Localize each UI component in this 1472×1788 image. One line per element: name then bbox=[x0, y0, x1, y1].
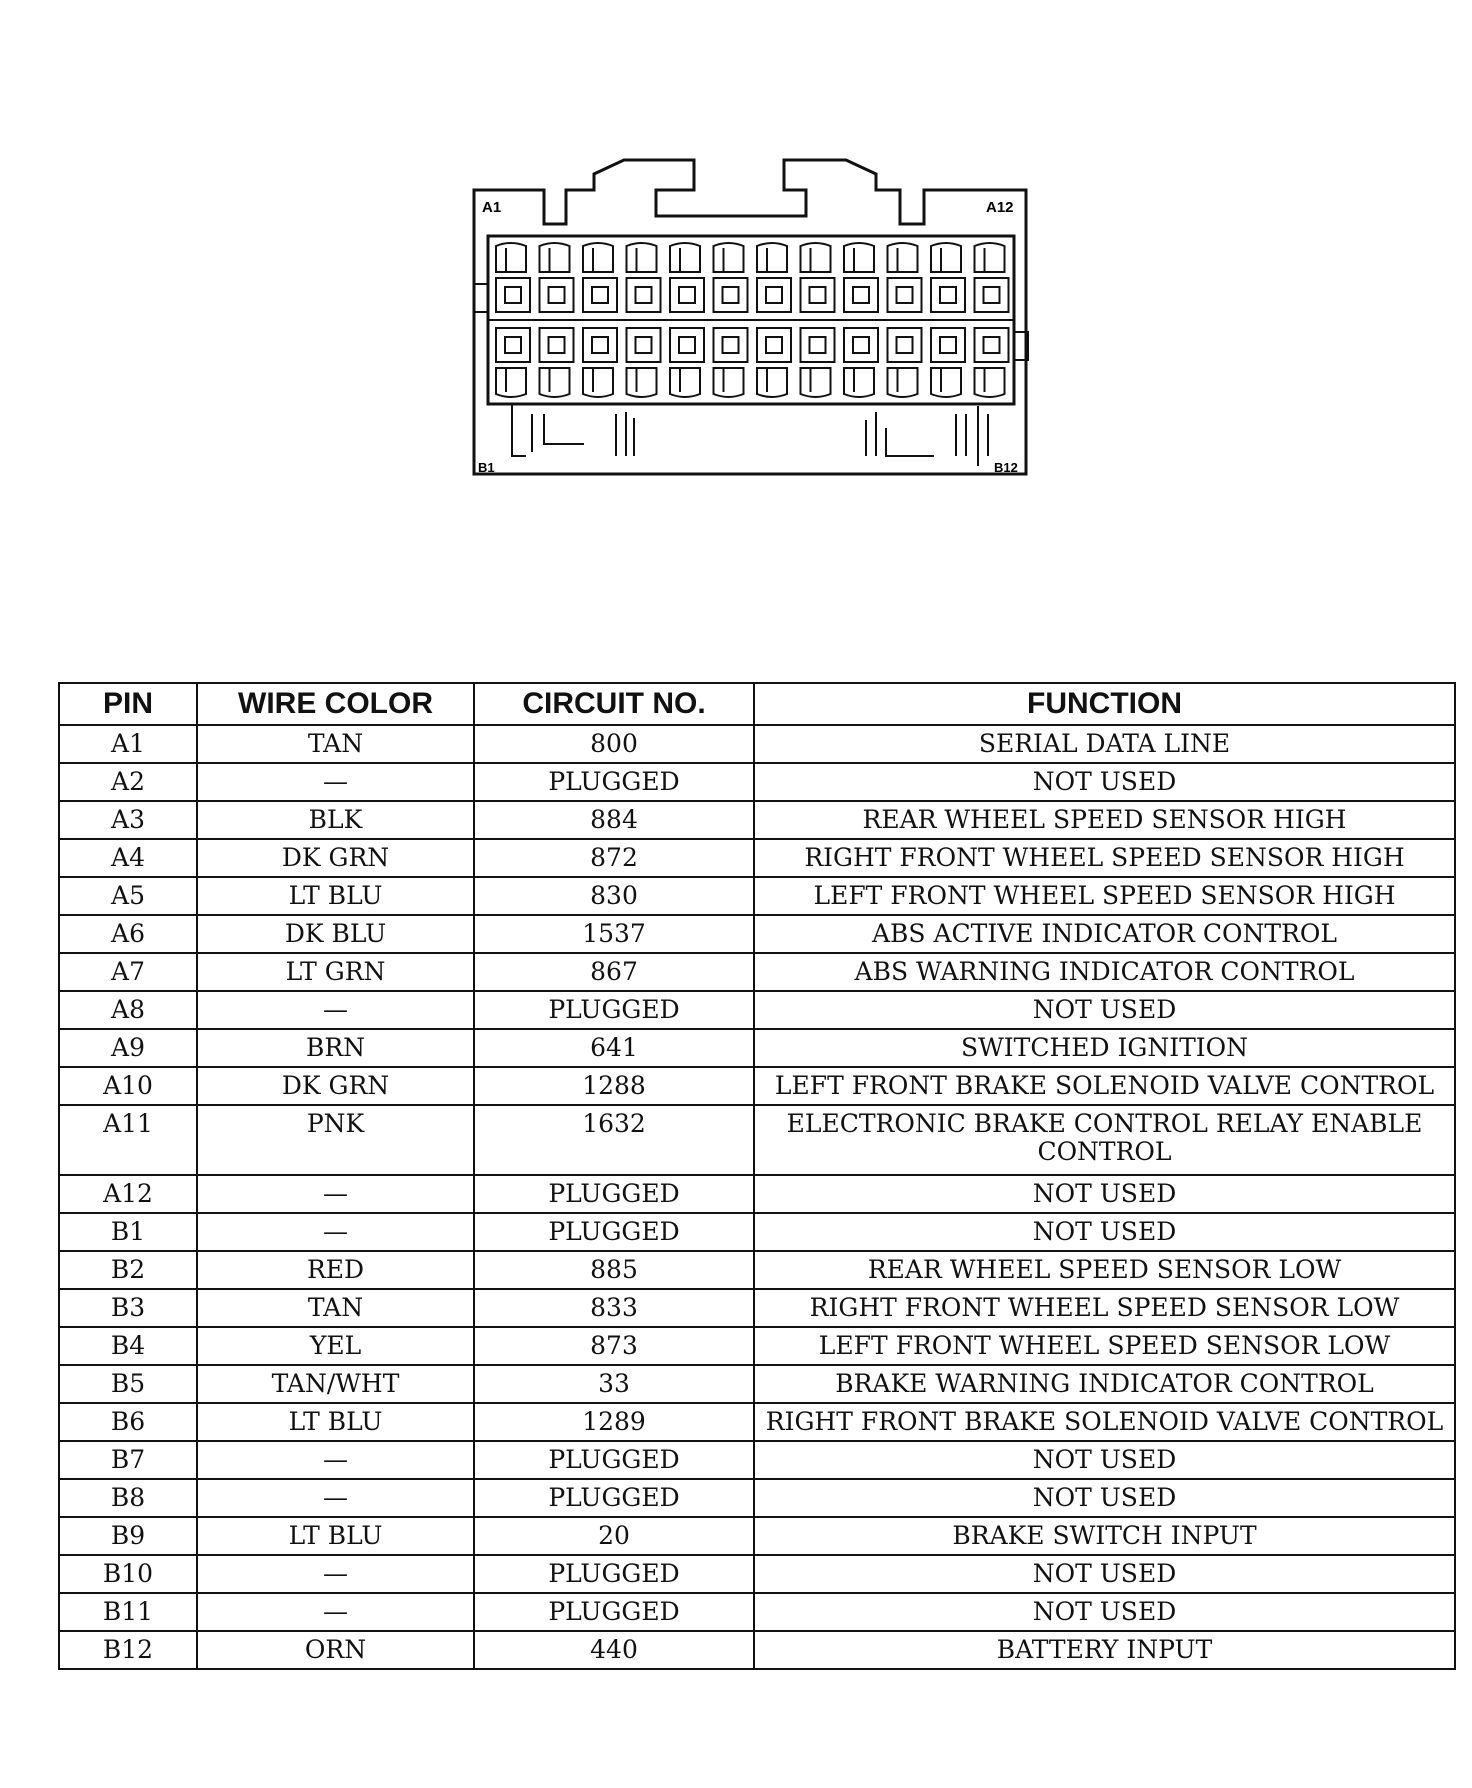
cell-wire-color: — bbox=[197, 1175, 474, 1213]
pin-cavity-b-lower bbox=[540, 368, 570, 397]
cell-wire-color: LT BLU bbox=[197, 1403, 474, 1441]
pin-cavity-b-lower bbox=[627, 368, 657, 397]
pin-terminal-b bbox=[583, 328, 617, 362]
pin-terminal-a-inner bbox=[897, 287, 913, 303]
cell-wire-color: — bbox=[197, 1441, 474, 1479]
cell-function: NOT USED bbox=[754, 1593, 1455, 1631]
table-row bbox=[59, 953, 1455, 991]
pin-terminal-b-inner bbox=[505, 337, 521, 353]
table-row bbox=[59, 991, 1455, 1029]
cell-pin: A2 bbox=[59, 763, 197, 801]
cell-function: RIGHT FRONT BRAKE SOLENOID VALVE CONTROL bbox=[754, 1403, 1455, 1441]
table-row bbox=[59, 877, 1455, 915]
pin-terminal-b-inner bbox=[853, 337, 869, 353]
pin-terminal-a-inner bbox=[984, 287, 1000, 303]
pin-terminal-a bbox=[975, 278, 1009, 312]
pin-terminal-b bbox=[540, 328, 574, 362]
cell-wire-color: — bbox=[197, 763, 474, 801]
pin-cavity-a-upper bbox=[844, 243, 874, 272]
pin-terminal-b-inner bbox=[810, 337, 826, 353]
cell-function: SWITCHED IGNITION bbox=[754, 1029, 1455, 1067]
pin-terminal-b bbox=[757, 328, 791, 362]
table-row bbox=[59, 1105, 1455, 1175]
cell-pin: A12 bbox=[59, 1175, 197, 1213]
label-a1: A1 bbox=[482, 199, 502, 216]
pin-terminal-b-inner bbox=[984, 337, 1000, 353]
cell-wire-color: ORN bbox=[197, 1631, 474, 1669]
cell-pin: A3 bbox=[59, 801, 197, 839]
lock-leg-left bbox=[512, 404, 634, 456]
cell-circuit-no: 885 bbox=[474, 1251, 754, 1289]
cell-function: RIGHT FRONT WHEEL SPEED SENSOR LOW bbox=[754, 1289, 1455, 1327]
table-row bbox=[59, 1479, 1455, 1517]
cell-function: NOT USED bbox=[754, 763, 1455, 801]
pin-terminal-a bbox=[714, 278, 748, 312]
cell-circuit-no: PLUGGED bbox=[474, 1479, 754, 1517]
cell-circuit-no: PLUGGED bbox=[474, 1213, 754, 1251]
cell-circuit-no: 1288 bbox=[474, 1067, 754, 1105]
pin-cavity-a-upper bbox=[670, 243, 700, 272]
pin-cavity-a-upper bbox=[714, 243, 744, 272]
pin-cavity-b-lower bbox=[931, 368, 961, 397]
cell-function: NOT USED bbox=[754, 1213, 1455, 1251]
pin-cavity-a-upper bbox=[757, 243, 787, 272]
cell-wire-color: — bbox=[197, 991, 474, 1029]
cell-circuit-no: 1537 bbox=[474, 915, 754, 953]
cell-pin: A6 bbox=[59, 915, 197, 953]
pin-terminal-a bbox=[844, 278, 878, 312]
cell-circuit-no: 1289 bbox=[474, 1403, 754, 1441]
cell-pin: B7 bbox=[59, 1441, 197, 1479]
cell-pin: A8 bbox=[59, 991, 197, 1029]
pin-cavity-a-upper bbox=[975, 243, 1005, 272]
cell-wire-color: TAN bbox=[197, 1289, 474, 1327]
pin-terminal-a bbox=[931, 278, 965, 312]
cell-pin: B10 bbox=[59, 1555, 197, 1593]
cell-circuit-no: 641 bbox=[474, 1029, 754, 1067]
header-circuit-no: CIRCUIT NO. bbox=[474, 683, 754, 725]
cell-circuit-no: 1632 bbox=[474, 1105, 754, 1175]
cell-wire-color: TAN/WHT bbox=[197, 1365, 474, 1403]
table-row bbox=[59, 1067, 1455, 1105]
pin-terminal-b-inner bbox=[592, 337, 608, 353]
connector-shell bbox=[474, 160, 1026, 474]
table-row bbox=[59, 801, 1455, 839]
cell-function: LEFT FRONT WHEEL SPEED SENSOR LOW bbox=[754, 1327, 1455, 1365]
pin-terminal-a-inner bbox=[766, 287, 782, 303]
pin-terminal-b bbox=[627, 328, 661, 362]
cell-wire-color: LT GRN bbox=[197, 953, 474, 991]
cell-circuit-no: PLUGGED bbox=[474, 763, 754, 801]
cell-wire-color: LT BLU bbox=[197, 1517, 474, 1555]
table-row bbox=[59, 1555, 1455, 1593]
pin-cavity-b-lower bbox=[757, 368, 787, 397]
connector-diagram bbox=[466, 156, 1036, 486]
cell-wire-color: TAN bbox=[197, 725, 474, 763]
header-pin: PIN bbox=[59, 683, 197, 725]
table-row bbox=[59, 839, 1455, 877]
cell-wire-color: DK GRN bbox=[197, 1067, 474, 1105]
cell-pin: A5 bbox=[59, 877, 197, 915]
pin-terminal-a bbox=[627, 278, 661, 312]
cell-pin: B1 bbox=[59, 1213, 197, 1251]
pin-terminal-b-inner bbox=[549, 337, 565, 353]
pin-terminal-a-inner bbox=[853, 287, 869, 303]
pin-terminal-a-inner bbox=[679, 287, 695, 303]
cell-function: LEFT FRONT WHEEL SPEED SENSOR HIGH bbox=[754, 877, 1455, 915]
table-row bbox=[59, 1289, 1455, 1327]
cell-pin: B12 bbox=[59, 1631, 197, 1669]
pin-cavity-b-lower bbox=[801, 368, 831, 397]
cell-function: BRAKE WARNING INDICATOR CONTROL bbox=[754, 1365, 1455, 1403]
cell-function: NOT USED bbox=[754, 1479, 1455, 1517]
pin-cavity-b-lower bbox=[670, 368, 700, 397]
cell-function: ABS WARNING INDICATOR CONTROL bbox=[754, 953, 1455, 991]
cell-pin: A4 bbox=[59, 839, 197, 877]
cell-function: BRAKE SWITCH INPUT bbox=[754, 1517, 1455, 1555]
label-a12: A12 bbox=[986, 199, 1014, 216]
cell-circuit-no: 830 bbox=[474, 877, 754, 915]
table-row bbox=[59, 725, 1455, 763]
pin-cavity-b-lower bbox=[888, 368, 918, 397]
pin-terminal-a bbox=[801, 278, 835, 312]
cell-function: ABS ACTIVE INDICATOR CONTROL bbox=[754, 915, 1455, 953]
cell-circuit-no: PLUGGED bbox=[474, 1593, 754, 1631]
header-wire-color: WIRE COLOR bbox=[197, 683, 474, 725]
label-b1: B1 bbox=[478, 460, 495, 475]
cell-pin: A11 bbox=[59, 1105, 197, 1175]
table-row bbox=[59, 915, 1455, 953]
pin-terminal-a-inner bbox=[940, 287, 956, 303]
cell-wire-color: — bbox=[197, 1593, 474, 1631]
table-row bbox=[59, 1517, 1455, 1555]
cell-function: LEFT FRONT BRAKE SOLENOID VALVE CONTROL bbox=[754, 1067, 1455, 1105]
pin-cavity-a-upper bbox=[627, 243, 657, 272]
cell-wire-color: BLK bbox=[197, 801, 474, 839]
pin-cavity-a-upper bbox=[496, 243, 526, 272]
cell-pin: B2 bbox=[59, 1251, 197, 1289]
pin-terminal-a bbox=[757, 278, 791, 312]
pin-cavity-b-lower bbox=[496, 368, 526, 397]
table-row bbox=[59, 1593, 1455, 1631]
cell-circuit-no: PLUGGED bbox=[474, 1441, 754, 1479]
cell-pin: A10 bbox=[59, 1067, 197, 1105]
cell-function: REAR WHEEL SPEED SENSOR HIGH bbox=[754, 801, 1455, 839]
table-row bbox=[59, 1251, 1455, 1289]
pin-terminal-b-inner bbox=[723, 337, 739, 353]
pin-terminal-a-inner bbox=[505, 287, 521, 303]
pin-cavity-b-lower bbox=[714, 368, 744, 397]
cell-function: NOT USED bbox=[754, 1555, 1455, 1593]
cell-circuit-no: 884 bbox=[474, 801, 754, 839]
pin-terminal-b bbox=[844, 328, 878, 362]
pin-cavity-a-upper bbox=[540, 243, 570, 272]
cell-circuit-no: PLUGGED bbox=[474, 1555, 754, 1593]
table-row bbox=[59, 763, 1455, 801]
cell-function: NOT USED bbox=[754, 1175, 1455, 1213]
table-row bbox=[59, 1175, 1455, 1213]
cell-circuit-no: 440 bbox=[474, 1631, 754, 1669]
cell-wire-color: RED bbox=[197, 1251, 474, 1289]
pin-cavity-a-upper bbox=[931, 243, 961, 272]
table-row bbox=[59, 1441, 1455, 1479]
cell-function: NOT USED bbox=[754, 991, 1455, 1029]
cell-function: NOT USED bbox=[754, 1441, 1455, 1479]
pin-terminal-a-inner bbox=[592, 287, 608, 303]
cell-wire-color: — bbox=[197, 1555, 474, 1593]
pin-cavity-a-upper bbox=[801, 243, 831, 272]
pin-cavity-a-upper bbox=[888, 243, 918, 272]
pin-terminal-b-inner bbox=[897, 337, 913, 353]
pin-terminal-b bbox=[714, 328, 748, 362]
cell-circuit-no: 867 bbox=[474, 953, 754, 991]
table-header-row bbox=[59, 683, 1455, 725]
cell-wire-color: YEL bbox=[197, 1327, 474, 1365]
pin-terminal-b bbox=[931, 328, 965, 362]
cell-wire-color: — bbox=[197, 1479, 474, 1517]
pin-terminal-b bbox=[496, 328, 530, 362]
cell-function: SERIAL DATA LINE bbox=[754, 725, 1455, 763]
pin-terminal-a-inner bbox=[636, 287, 652, 303]
lock-leg-right bbox=[866, 406, 988, 466]
pin-cavity-b-lower bbox=[975, 368, 1005, 397]
cell-wire-color: DK BLU bbox=[197, 915, 474, 953]
pin-cavity-a-upper bbox=[583, 243, 613, 272]
pin-terminal-a bbox=[670, 278, 704, 312]
pin-terminal-b-inner bbox=[940, 337, 956, 353]
cell-circuit-no: 20 bbox=[474, 1517, 754, 1555]
cell-pin: B4 bbox=[59, 1327, 197, 1365]
pin-terminal-b-inner bbox=[679, 337, 695, 353]
cell-wire-color: DK GRN bbox=[197, 839, 474, 877]
cell-pin: A9 bbox=[59, 1029, 197, 1067]
cell-circuit-no: PLUGGED bbox=[474, 1175, 754, 1213]
cell-pin: B11 bbox=[59, 1593, 197, 1631]
cell-function: BATTERY INPUT bbox=[754, 1631, 1455, 1669]
table-row bbox=[59, 1403, 1455, 1441]
pin-terminal-a bbox=[540, 278, 574, 312]
cell-wire-color: — bbox=[197, 1213, 474, 1251]
pin-terminal-b-inner bbox=[766, 337, 782, 353]
cell-circuit-no: PLUGGED bbox=[474, 991, 754, 1029]
pin-terminal-b bbox=[888, 328, 922, 362]
pin-cavity-b-lower bbox=[583, 368, 613, 397]
cell-circuit-no: 33 bbox=[474, 1365, 754, 1403]
cell-function: RIGHT FRONT WHEEL SPEED SENSOR HIGH bbox=[754, 839, 1455, 877]
cell-wire-color: LT BLU bbox=[197, 877, 474, 915]
cell-function: REAR WHEEL SPEED SENSOR LOW bbox=[754, 1251, 1455, 1289]
table-row bbox=[59, 1029, 1455, 1067]
table-row bbox=[59, 1327, 1455, 1365]
cell-pin: B3 bbox=[59, 1289, 197, 1327]
header-function: FUNCTION bbox=[754, 683, 1455, 725]
side-key-left bbox=[474, 284, 488, 312]
pin-terminal-a-inner bbox=[810, 287, 826, 303]
pin-terminal-b bbox=[801, 328, 835, 362]
cell-pin: B9 bbox=[59, 1517, 197, 1555]
cell-pin: B6 bbox=[59, 1403, 197, 1441]
cell-wire-color: PNK bbox=[197, 1105, 474, 1175]
cell-circuit-no: 873 bbox=[474, 1327, 754, 1365]
cell-function: ELECTRONIC BRAKE CONTROL RELAY ENABLE CONTROL bbox=[754, 1105, 1455, 1175]
table-row bbox=[59, 1213, 1455, 1251]
pin-terminal-b bbox=[670, 328, 704, 362]
cell-circuit-no: 800 bbox=[474, 725, 754, 763]
cell-pin: B5 bbox=[59, 1365, 197, 1403]
pin-terminal-a bbox=[888, 278, 922, 312]
cell-circuit-no: 872 bbox=[474, 839, 754, 877]
cell-pin: A7 bbox=[59, 953, 197, 991]
pin-terminal-a bbox=[583, 278, 617, 312]
pin-cavity-b-lower bbox=[844, 368, 874, 397]
pin-terminal-a bbox=[496, 278, 530, 312]
cell-circuit-no: 833 bbox=[474, 1289, 754, 1327]
cell-pin: A1 bbox=[59, 725, 197, 763]
pin-terminal-a-inner bbox=[549, 287, 565, 303]
label-b12: B12 bbox=[994, 460, 1018, 475]
cell-wire-color: BRN bbox=[197, 1029, 474, 1067]
pin-terminal-a-inner bbox=[723, 287, 739, 303]
cell-pin: B8 bbox=[59, 1479, 197, 1517]
pin-terminal-b-inner bbox=[636, 337, 652, 353]
table-row bbox=[59, 1365, 1455, 1403]
pin-table bbox=[58, 682, 1456, 1670]
pin-terminal-b bbox=[975, 328, 1009, 362]
table-row bbox=[59, 1631, 1455, 1669]
